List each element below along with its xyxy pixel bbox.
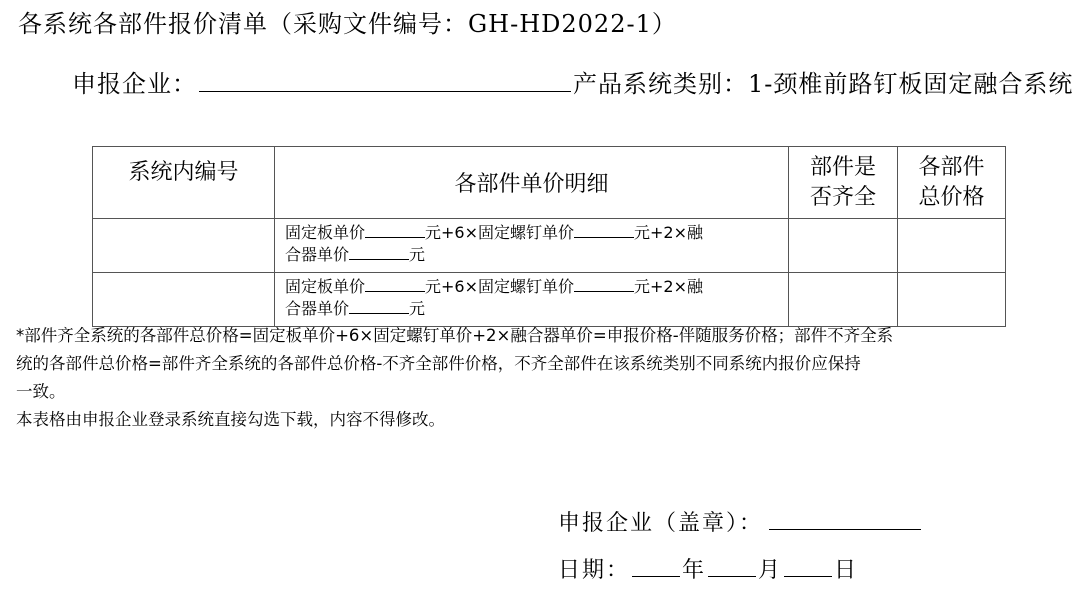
document-title: 各系统各部件报价清单（采购文件编号：GH-HD2022-1） <box>18 10 677 38</box>
plate-price-blank[interactable] <box>365 277 425 292</box>
header-total-price-line1: 各部件 <box>918 154 985 180</box>
total-price-cell[interactable] <box>898 219 1006 273</box>
price-detail-cell <box>275 219 789 273</box>
detail-part: 元+6×固定螺钉单价 <box>425 277 575 296</box>
price-detail-cell <box>275 273 789 327</box>
note-line: 一致。 <box>16 382 66 401</box>
quote-table <box>92 146 1006 327</box>
total-price-cell[interactable] <box>898 273 1006 327</box>
detail-part: 合器单价 <box>285 299 350 318</box>
header-parts-complete <box>789 147 898 219</box>
parts-complete-cell[interactable] <box>789 273 898 327</box>
screw-price-blank[interactable] <box>574 277 634 292</box>
detail-part: 固定板单价 <box>285 277 366 296</box>
detail-part: 元 <box>409 299 426 318</box>
note-line: 统的各部件总价格=部件齐全系统的各部件总价格-不齐全部件价格，不齐全部件在该系统类别不同系统内报价应保持 <box>16 354 861 373</box>
date-line <box>558 553 858 584</box>
note-line: *部件齐全系统的各部件总价格=固定板单价+6×固定螺钉单价+2×融合器单价=申报价格-伴随服务价格；部件不齐全系 <box>16 326 894 345</box>
category-text: 产品系统类别：1-颈椎前路钉板固定融合系统 <box>573 70 1074 98</box>
detail-part: 元+2×融 <box>634 223 704 242</box>
note-line: 本表格由申报企业登录系统直接勾选下载，内容不得修改。 <box>16 410 445 429</box>
company-blank[interactable] <box>199 69 571 92</box>
notes-section <box>16 322 1016 434</box>
table-row <box>93 273 1006 327</box>
detail-part: 固定板单价 <box>285 223 366 242</box>
stamp-blank[interactable] <box>769 509 921 530</box>
header-unit-price-detail: 各部件单价明细 <box>275 147 789 219</box>
header-parts-complete-line1: 部件是 <box>809 154 876 180</box>
stamp-line <box>558 506 921 537</box>
screw-price-blank[interactable] <box>574 223 634 238</box>
month-label: 月 <box>758 558 783 583</box>
table-row <box>93 219 1006 273</box>
system-code-cell[interactable] <box>93 219 275 273</box>
year-label: 年 <box>682 558 707 583</box>
system-code-cell[interactable] <box>93 273 275 327</box>
header-total-price <box>898 147 1006 219</box>
detail-part: 元 <box>409 245 426 264</box>
parts-complete-cell[interactable] <box>789 219 898 273</box>
plate-price-blank[interactable] <box>365 223 425 238</box>
detail-part: 元+2×融 <box>634 277 704 296</box>
cage-price-blank[interactable] <box>349 299 409 314</box>
day-label: 日 <box>834 558 859 583</box>
day-blank[interactable] <box>784 556 832 577</box>
company-line <box>72 64 1073 99</box>
date-label: 日期： <box>558 558 631 583</box>
company-label: 申报企业： <box>72 70 197 98</box>
header-system-code: 系统内编号 <box>93 147 275 219</box>
detail-part: 合器单价 <box>285 245 350 264</box>
header-total-price-line2: 总价格 <box>918 184 985 210</box>
month-blank[interactable] <box>708 556 756 577</box>
year-blank[interactable] <box>632 556 680 577</box>
table-header-row <box>93 147 1006 219</box>
detail-part: 元+6×固定螺钉单价 <box>425 223 575 242</box>
header-parts-complete-line2: 否齐全 <box>809 184 876 210</box>
cage-price-blank[interactable] <box>349 245 409 260</box>
stamp-label: 申报企业（盖章）： <box>558 511 764 536</box>
